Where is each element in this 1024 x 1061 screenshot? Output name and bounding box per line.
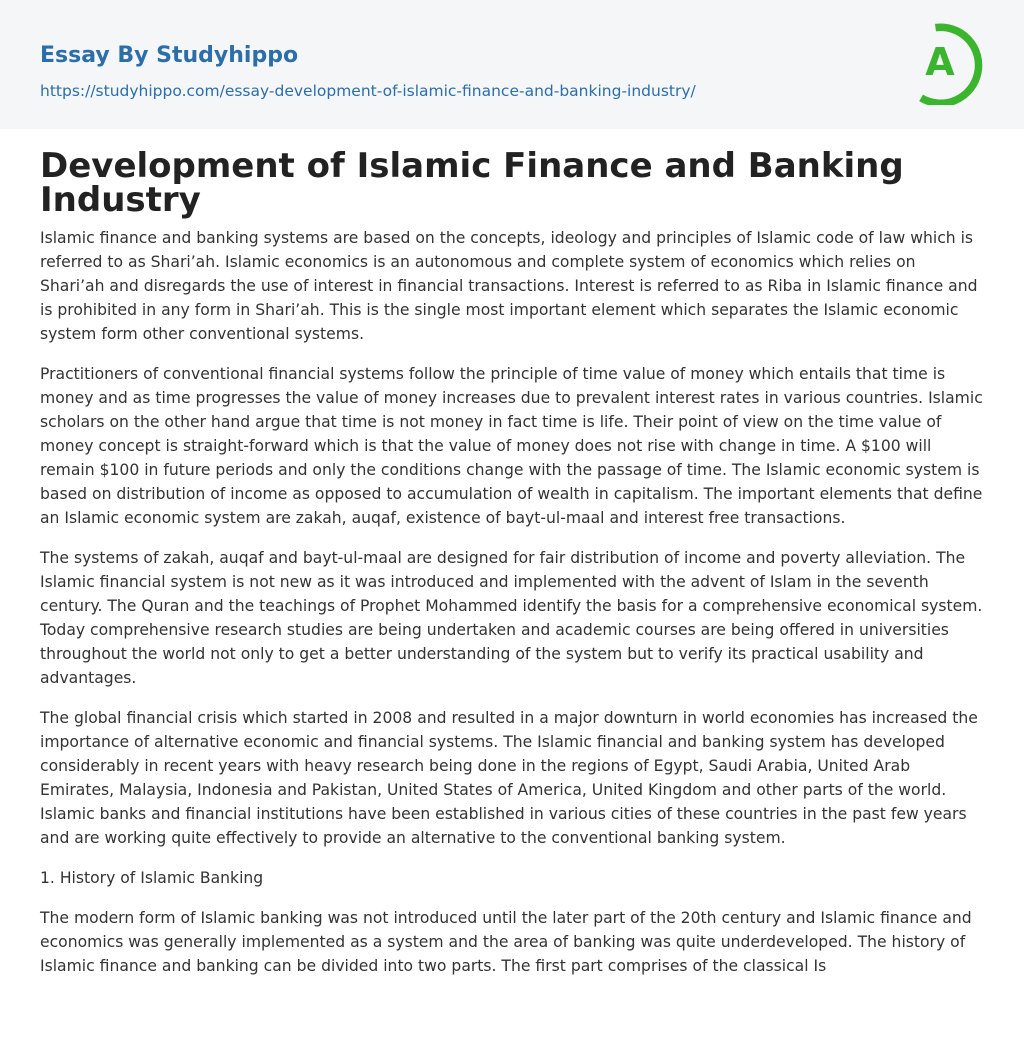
- article-title: Development of Islamic Finance and Banking Industry: [40, 146, 904, 220]
- article-paragraph: The systems of zakah, auqaf and bayt-ul-maal are designed for fair distribution of income and poverty alleviation. The Islamic financial system is not new as it was introduced and implemented with the advent of Islam in the seventh century. The Quran and the teachings of Prophet Mohammed identify the basis for a comprehensive economical system. Today comprehensive research studies are being undertaken and academic courses are being offered in universities throughout the world not only to get a better understanding of the system but to verify its practical usability and advantages.: [40, 549, 983, 687]
- site-brand[interactable]: Essay By Studyhippo: [40, 43, 299, 68]
- article-paragraph: Islamic finance and banking systems are based on the concepts, ideology and principles of Islamic code of law which is referred to as Shari’ah. Islamic economics is an autonomous and complete system of economics which relies on Shari’ah and disregards the use of interest in financial transactions. Interest is referred to as Riba in Islamic finance and is prohibited in any form in Shari’ah. This is the single most important element which separates the Islamic economic system form other conventional systems.: [40, 229, 978, 343]
- logo-letter: A: [925, 40, 955, 84]
- article-paragraph: Practitioners of conventional financial systems follow the principle of time value of money which entails that time is money and as time progresses the value of money increases due to prevalent interest rates in various countries. Islamic scholars on the other hand argue that time is not money in fact time is life. Their point of view on the time value of money concept is straight-forward which is that the value of money does not rise with change in time. A $100 will remain $100 in future periods and only the conditions change with the passage of time. The Islamic economic system is based on distribution of income as opposed to accumulation of wealth in capitalism. The important elements that define an Islamic economic system are zakah, auqaf, existence of bayt-ul-maal and interest free transactions.: [40, 365, 983, 527]
- article-paragraph: The global financial crisis which started in 2008 and resulted in a major downturn in world economies has increased the importance of alternative economic and financial systems. The Islamic financial and banking system has developed considerably in recent years with heavy research being done in the regions of Egypt, Saudi Arabia, United Arab Emirates, Malaysia, Indonesia and Pakistan, United States of America, United Kingdom and other parts of the world. Islamic banks and financial institutions have been established in various cities of these countries in the past few years and are working quite effectively to provide an alternative to the conventional banking system.: [40, 709, 978, 847]
- article-paragraph: The modern form of Islamic banking was not introduced until the later part of the 20th century and Islamic finance and economics was generally implemented as a system and the area of banking was quite underdeveloped. The history of Islamic finance and banking can be divided into two parts. The first part comprises of the classical Is: [40, 909, 972, 975]
- article: [0, 146, 1024, 978]
- studyhippo-logo-icon[interactable]: [913, 19, 985, 105]
- essay-url-link[interactable]: https://studyhippo.com/essay-development-of-islamic-finance-and-banking-industry/: [40, 82, 696, 100]
- section-heading: 1. History of Islamic Banking: [40, 869, 264, 887]
- site-header: [0, 0, 1024, 129]
